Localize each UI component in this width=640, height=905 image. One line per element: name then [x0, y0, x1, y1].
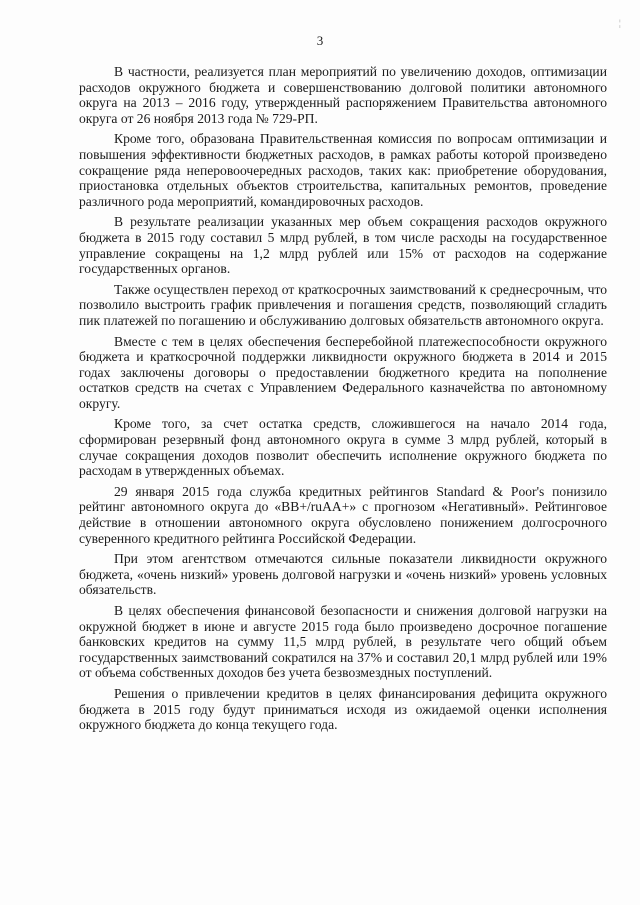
paragraph-reserve-fund: Кроме того, за счет остатка средств, сложившегося на начало 2014 года, сформирован резервный фонд автономного округа в сумме 3 млрд рублей, который в случае сокращения доходов позволит обеспечить исполнение окружного бюджета по расходам в утвержденных объемах. — [79, 416, 607, 479]
paragraph-budget-credit: Вместе с тем в целях обеспечения бесперебойной платежеспособности окружного бюджета и краткосрочной поддержки ликвидности окружного бюджета в 2014 и 2015 годах заключены договоры о предоставлении бюджетного кредита на пополнение остатков средств на счетах с Управлением Федерального казначейства по автономному округу. — [79, 333, 607, 411]
paragraph-liquidity-indicators: При этом агентством отмечаются сильные показатели ликвидности окружного бюджета, «очень низкий» уровень долговой нагрузки и «очень низкий» уровень условных обязательств. — [79, 551, 607, 598]
paragraph-reduction-results: В результате реализации указанных мер объем сокращения расходов окружного бюджета в 2015 году составил 5 млрд рублей, в том числе расходы на государственное управление сокращены на 1,2 млрд рублей или 15% от расходов на содержание государственных органов. — [79, 214, 607, 277]
paragraph-commission: Кроме того, образована Правительственная комиссия по вопросам оптимизации и повышения эффективности бюджетных расходов, в рамках работы которой произведено сокращение ряда неперовоочередных расходов, таких как: приобретение оборудования, приостановка отдельных объектов строительства, капитальных ремонтов, проведение различного рода мероприятий, командировочных расходов. — [79, 131, 607, 209]
page-number: 3 — [316, 33, 324, 48]
document-body — [79, 64, 607, 738]
paragraph-early-repayment: В целях обеспечения финансовой безопасности и снижения долговой нагрузки на окружной бюджет в июне и августе 2015 года было произведено досрочное погашение банковских кредитов на сумму 11,5 млрд рублей, в результате чего общий объем государственных заимствований сократился на 37% и составил 20,1 млрд рублей или 19% от объема собственных доходов без учета безвозмездных поступлений. — [79, 603, 607, 681]
paragraph-borrowing-decisions: Решения о привлечении кредитов в целях финансирования дефицита окружного бюджета в 2015 году будут приниматься исходя из ожидаемой оценки исполнения окружного бюджета до конца текущего года. — [79, 685, 607, 733]
paragraph-mid-term-borrowing: Также осуществлен переход от краткосрочных заимствований к среднесрочным, что позволило выстроить график привлечения и погашения средств, позволяющий сгладить пик платежей по погашению и обслуживанию долговых обязательств автономного округа. — [79, 281, 607, 328]
margin-mark: ¦ — [619, 18, 621, 28]
paragraph-action-plan: В частности, реализуется план мероприятий по увеличению доходов, оптимизации расходов окружного бюджета и совершенствованию долговой политики автономного округа на 2013 – 2016 году, утвержденный распоряжением Правительства автономного округа от 26 ноября 2013 года № 729-РП. — [79, 64, 607, 126]
paragraph-rating-downgrade: 29 января 2015 года служба кредитных рейтингов Standard & Poor's понизило рейтинг автономного округа до «BB+/ruAA+» с прогнозом «Негативный». Рейтинговое действие в отношении автономного округа обусловлено понижением долгосрочного суверенного кредитного рейтинга Российской Федерации. — [79, 483, 607, 546]
